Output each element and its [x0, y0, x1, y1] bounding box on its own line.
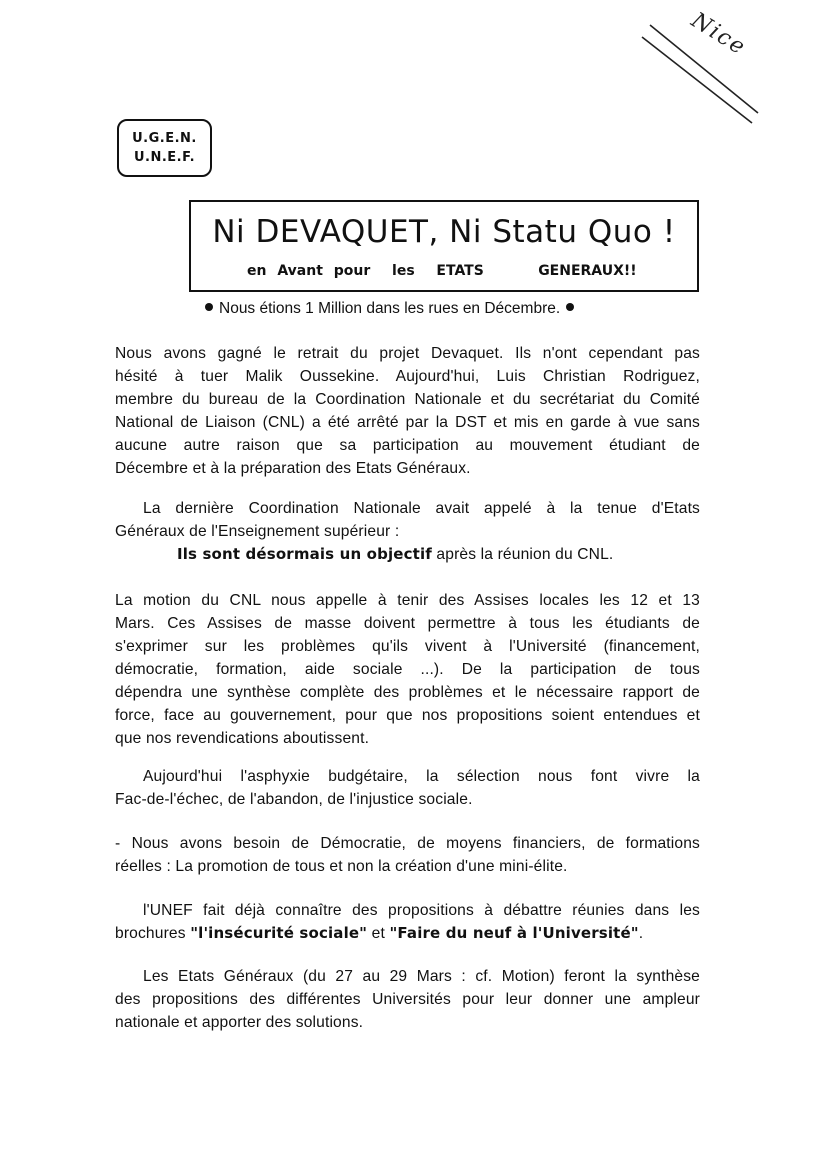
paragraph-2: [115, 497, 700, 566]
text-line: démocratie, formation, aide sociale ...). De la participation de tous: [115, 661, 700, 678]
bullet-icon: [205, 303, 213, 311]
text-fragment: et: [367, 925, 390, 942]
logo-line-unef: U.N.E.F.: [133, 150, 196, 165]
text-fragment: .: [638, 925, 644, 942]
text-line: s'exprimer sur les problèmes qu'ils vivent à l'Université (financement,: [115, 638, 700, 655]
union-logo: [117, 119, 212, 177]
text-line: force, face au gouvernement, pour que nos propositions soient entendues et: [115, 707, 700, 724]
text-line: Mars. Ces Assises de masse doivent permettre à tous les étudiants de: [115, 615, 700, 632]
text-fragment: après la réunion du CNL.: [431, 546, 614, 563]
text-line: Les Etats Généraux (du 27 au 29 Mars : cf. Motion) feront la synthèse: [143, 968, 700, 985]
text-line: National de Liaison (CNL) a été arrêté par la DST et mis en garde à vue sans: [115, 414, 700, 431]
bold-statement: Ils sont désormais un objectif: [177, 545, 432, 563]
page-subtitle: en Avant pour les ETATS GENERAUX!!: [247, 263, 637, 279]
text-line: [115, 543, 700, 566]
text-line: hésité à tuer Malik Oussekine. Aujourd'hui, Luis Christian Rodriguez,: [115, 368, 700, 385]
text-line: Décembre et à la préparation des Etats Généraux.: [115, 460, 471, 477]
brochure-title-2: "Faire du neuf à l'Université": [389, 924, 639, 942]
text-fragment: brochures: [115, 925, 191, 942]
tagline: [205, 300, 574, 318]
text-line: La dernière Coordination Nationale avait appelé à la tenue d'Etats: [143, 500, 700, 517]
text-line: membre du bureau de la Coordination Nationale et du secrétariat du Comité: [115, 391, 700, 408]
paragraph-7: [115, 965, 700, 1034]
paragraph-1: [115, 342, 700, 480]
text-line: Fac-de-l'échec, de l'abandon, de l'injustice sociale.: [115, 791, 473, 808]
text-line: La motion du CNL nous appelle à tenir des Assises locales les 12 et 13: [115, 592, 700, 609]
text-line: Aujourd'hui l'asphyxie budgétaire, la sélection nous font vivre la: [143, 768, 700, 785]
text-line: [115, 922, 700, 945]
text-line: des propositions des différentes Universités pour leur donner une ampleur: [115, 991, 700, 1008]
text-line: - Nous avons besoin de Démocratie, de moyens financiers, de formations: [115, 835, 700, 852]
text-line: aucune autre raison que sa participation au mouvement étudiant de: [115, 437, 700, 454]
text-line: Généraux de l'Enseignement supérieur :: [115, 523, 400, 540]
tagline-text: Nous étions 1 Million dans les rues en Décembre.: [219, 300, 561, 317]
text-line: Nous avons gagné le retrait du projet Devaquet. Ils n'ont cependant pas: [115, 345, 700, 362]
text-line: nationale et apporter des solutions.: [115, 1014, 364, 1031]
text-line: que nos revendications aboutissent.: [115, 730, 370, 747]
handwritten-annotation: Nice: [686, 8, 751, 61]
text-line: l'UNEF fait déjà connaître des propositions à débattre réunies dans les: [143, 902, 700, 919]
bullet-icon: [566, 303, 574, 311]
logo-line-ugen: U.G.E.N.: [132, 131, 197, 146]
paragraph-5: [115, 832, 700, 878]
paragraph-6: [115, 899, 700, 945]
text-line: dépendra une synthèse complète des problèmes et le nécessaire rapport de: [115, 684, 700, 701]
paragraph-3: [115, 589, 700, 750]
paragraph-4: [115, 765, 700, 811]
page-title: Ni DEVAQUET, Ni Statu Quo !: [212, 214, 676, 250]
text-line: réelles : La promotion de tous et non la création d'une mini-élite.: [115, 858, 568, 875]
title-box: [189, 200, 699, 292]
brochure-title-1: "l'insécurité sociale": [190, 924, 368, 942]
